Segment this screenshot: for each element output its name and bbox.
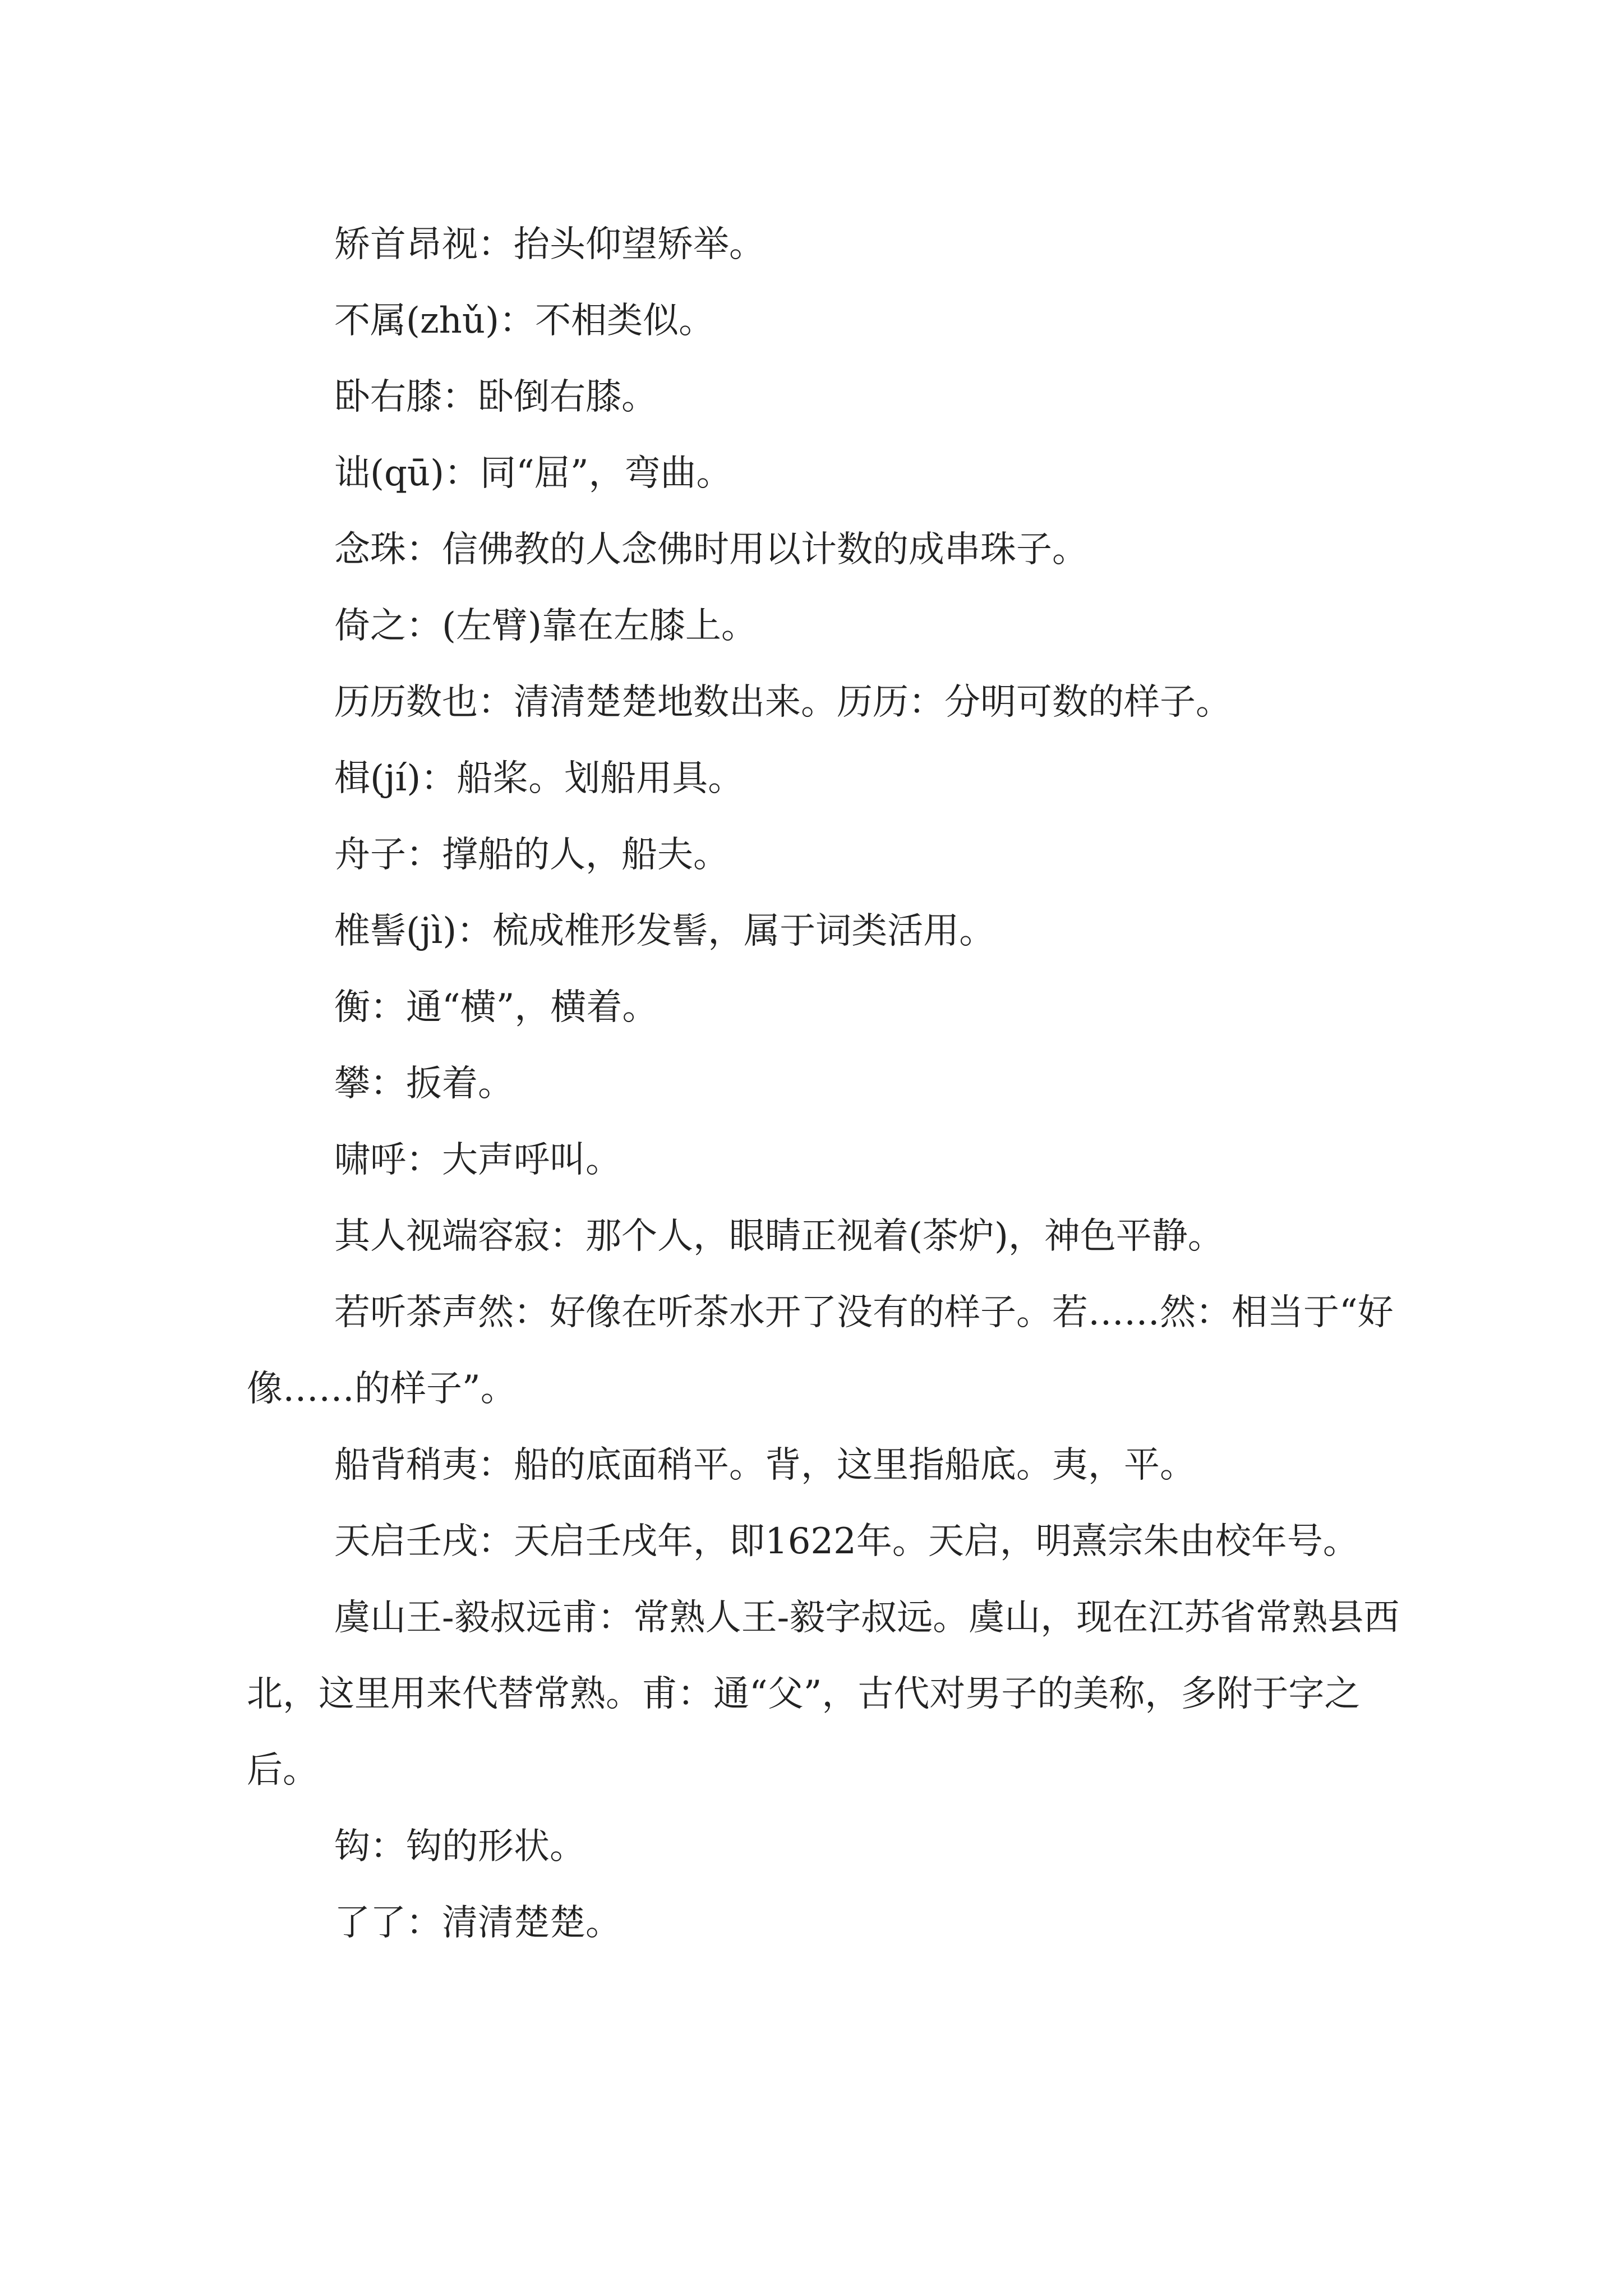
annotation-paragraph: 诎(qū)：同“屈”，弯曲。 [334, 453, 732, 494]
annotation-paragraph: 攀：扳着。 [334, 1063, 514, 1105]
annotation-paragraph: 衡：通“横”，横着。 [334, 987, 658, 1028]
annotation-paragraph: 其人视端容寂：那个人，眼睛正视着(茶炉)，神色平静。 [334, 1216, 1224, 1257]
annotation-paragraph: 钩：钩的形状。 [334, 1826, 585, 1867]
annotation-paragraph: 卧右膝：卧倒右膝。 [334, 376, 657, 418]
annotation-paragraph: 楫(jí)：船桨。划船用具。 [334, 758, 744, 799]
annotation-paragraph: 舟子：撑船的人，船夫。 [334, 834, 729, 876]
annotation-paragraph: 船背稍夷：船的底面稍平。背，这里指船底。夷，平。 [334, 1444, 1196, 1486]
annotation-paragraph: 倚之：(左臂)靠在左膝上。 [334, 605, 757, 647]
annotation-list [247, 206, 1413, 1961]
annotation-paragraph: 念珠：信佛教的人念佛时用以计数的成串珠子。 [334, 529, 1088, 570]
annotation-paragraph: 天启壬戌：天启壬戌年，即1622年。天启，明熹宗朱由校年号。 [334, 1521, 1359, 1562]
annotation-paragraph: 椎髻(jì)：梳成椎形发髻，属于词类活用。 [334, 910, 995, 952]
annotation-paragraph: 不属(zhǔ)：不相类似。 [334, 300, 715, 342]
annotation-paragraph: 矫首昂视：抬头仰望矫举。 [334, 224, 765, 265]
annotation-paragraph: 啸呼：大声呼叫。 [334, 1139, 621, 1181]
annotation-paragraph: 若听茶声然：好像在听茶水开了没有的样子。若……然：相当于“好像……的样子”。 [247, 1292, 1394, 1410]
annotation-paragraph: 历历数也：清清楚楚地数出来。历历：分明可数的样子。 [334, 682, 1232, 723]
annotation-paragraph: 了了：清清楚楚。 [334, 1902, 621, 1944]
annotation-paragraph: 虞山王-毅叔远甫：常熟人王-毅字叔远。虞山，现在江苏省常熟县西北，这里用来代替常熟。甫：通“父”，古代对男子的美称，多附于字之后。 [247, 1597, 1400, 1791]
